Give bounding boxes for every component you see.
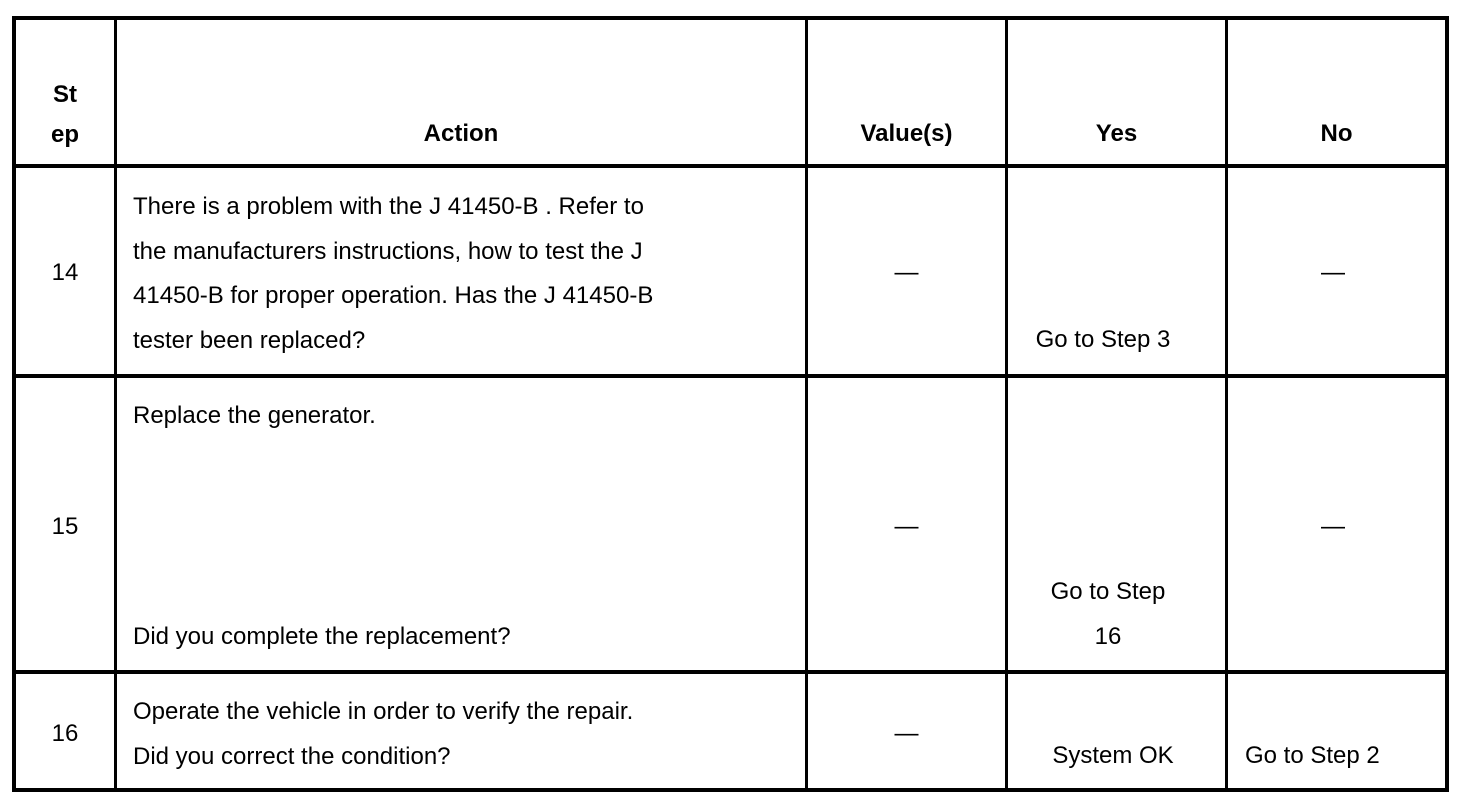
no-cell: Go to Step 2 <box>1245 742 1380 769</box>
value-cell: — <box>894 720 919 747</box>
header-values: Value(s) <box>860 120 953 147</box>
step-number: 14 <box>51 259 79 286</box>
action-text: Replace the generator. <box>133 402 376 429</box>
action-text <box>133 185 793 363</box>
diagnostic-table <box>12 16 1449 792</box>
no-cell: — <box>1321 513 1345 540</box>
yes-cell <box>1008 570 1208 659</box>
row-divider <box>16 374 1445 378</box>
row-divider <box>16 670 1445 674</box>
action-line: There is a problem with the J 41450-B . Refer to <box>133 193 644 220</box>
step-number: 15 <box>51 513 79 540</box>
value-cell: — <box>894 513 919 540</box>
no-cell: — <box>1321 259 1345 286</box>
yes-cell: System OK <box>1052 742 1174 769</box>
step-number: 16 <box>51 720 79 747</box>
yes-line: Go to Step <box>1050 578 1166 605</box>
header-step <box>16 75 114 155</box>
action-line: the manufacturers instructions, how to test the J <box>133 237 643 265</box>
action-line: tester been replaced? <box>133 326 366 354</box>
action-question: Did you complete the replacement? <box>133 623 511 650</box>
action-line: 41450-B for proper operation. Has the J 41450-B <box>133 282 654 309</box>
yes-cell: Go to Step 3 <box>1035 326 1171 353</box>
header-yes: Yes <box>1095 120 1138 147</box>
header-no: No <box>1320 120 1353 147</box>
value-cell: — <box>894 259 919 286</box>
action-text <box>133 690 793 779</box>
header-action: Action <box>423 120 499 147</box>
header-step-line1: St <box>53 81 77 108</box>
yes-line: 16 <box>1094 622 1122 650</box>
header-step-line2: ep <box>50 121 79 148</box>
row-divider <box>16 164 1445 168</box>
action-line: Operate the vehicle in order to verify the repair. <box>133 698 634 725</box>
action-line: Did you correct the condition? <box>133 742 451 770</box>
